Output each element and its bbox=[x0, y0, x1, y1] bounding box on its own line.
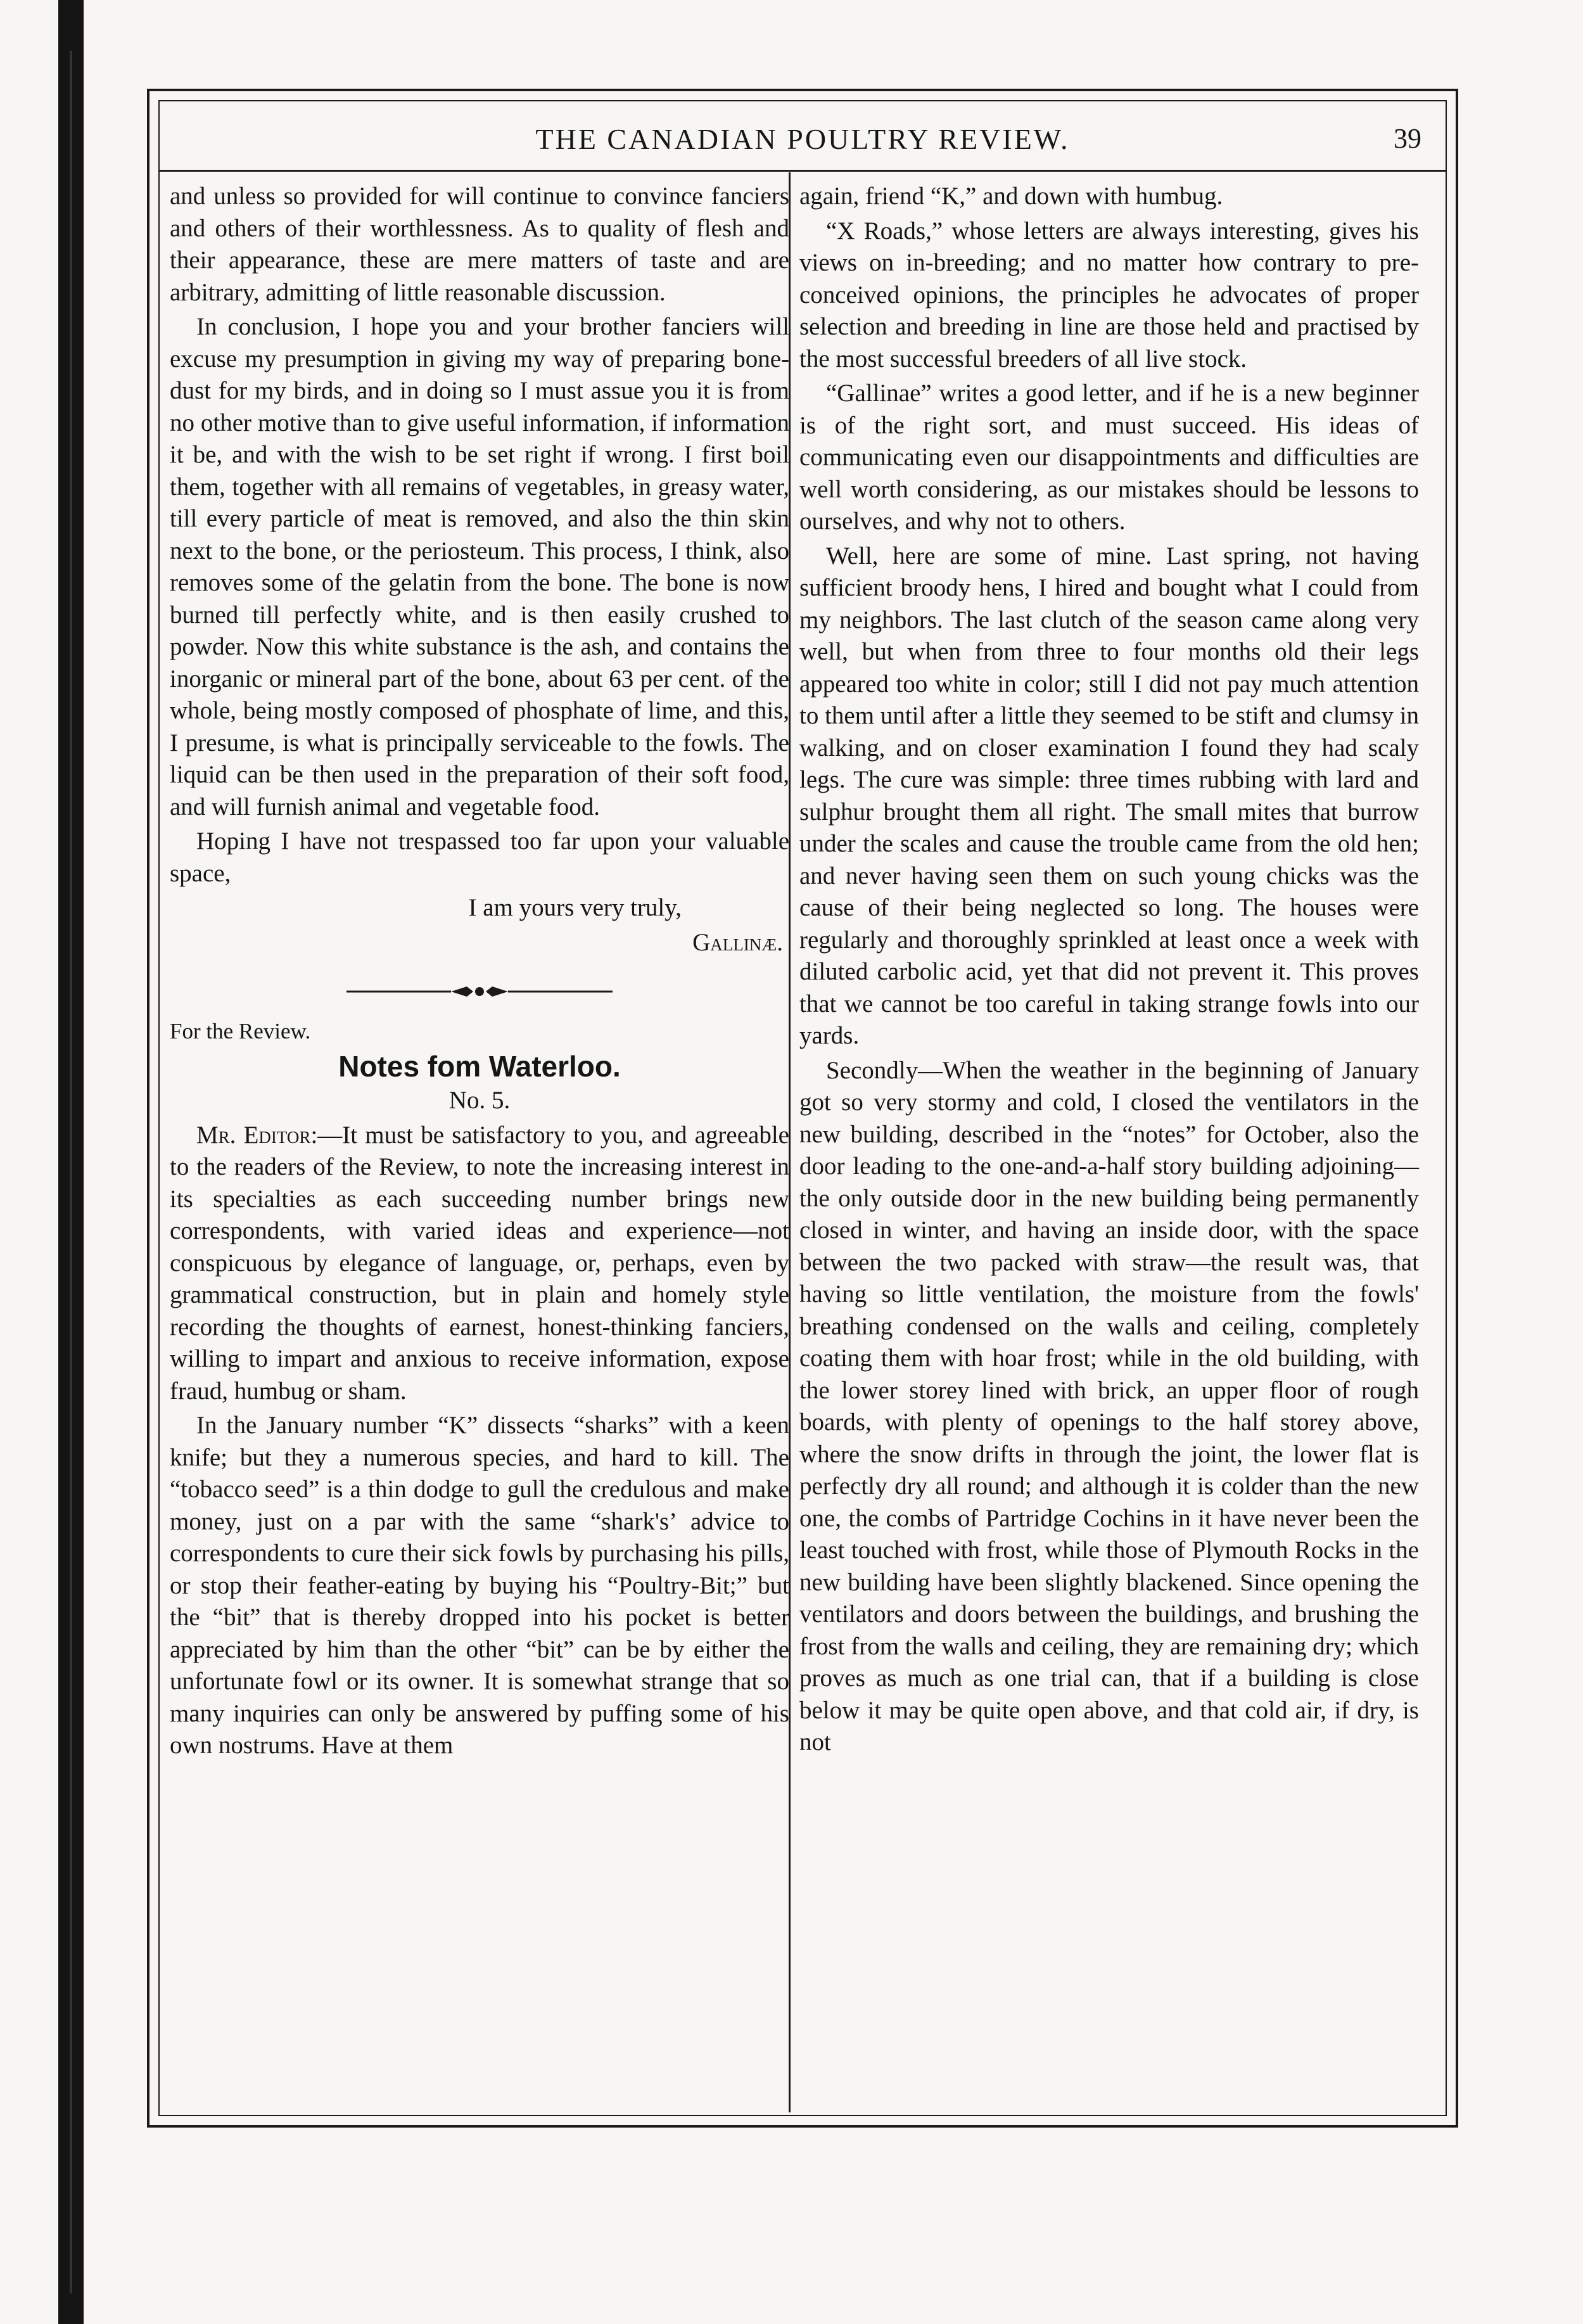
letter-signature: Gallinæ. bbox=[692, 928, 783, 956]
paragraph: and unless so provided for will continue to convince fanciers and others of their worthlessness. As to quality of flesh and their appearance, these are mere matters of taste and are arbitrary, admitting of little reasonable discussion. bbox=[170, 182, 789, 306]
paragraph bbox=[170, 1120, 789, 1408]
paragraph-text: :—It must be satisfactory to you, and agreeable to the readers of the Review, to note the increasing interest in its specialties as each succeeding number brings new correspondents, with varied ideas and experience—not conspicuous by elegance of language, or, perhaps, even by grammatical construction, but in plain and homely style recording the thoughts of earnest, honest-thinking fanciers, willing to impart and anxious to receive information, expose fraud, humbug or sham. bbox=[170, 1121, 789, 1405]
left-column bbox=[170, 181, 789, 1762]
paragraph: Hoping I have not trespassed too far upon your valuable space, bbox=[170, 827, 789, 887]
paragraph: Secondly—When the weather in the beginning of January got so very stormy and cold, I closed the ventilators in the new building, described in the “notes” for October, also the door leading to the one-and-a-half story building adjoining—the only outside door in the new building being permanently closed in winter, and having an inside door, with the space between the two packed with straw—the result was, that having so little ventilation, the moisture from the fowls' breathing condensed on the walls and ceiling, completely coating them with hoar frost; while in the old building, with the lower storey lined with brick, an upper floor of rough boards, with plenty of openings to the half storey above, where the snow drifts in through the joint, the lower flat is perfectly dry all round; and although it is colder than the new one, the combs of Partridge Cochins in it have never been the least touched with frost, while those of Plymouth Rocks in the new building have been slightly blackened. Since opening the ventilators and doors between the buildings, and brushing the frost from the walls and ceiling, they are remaining dry; which proves as much as one trial can, that if a building is close below it may be quite open above, and that cold air, if dry, is not bbox=[799, 1056, 1419, 1756]
journal-title: THE CANADIAN POULTRY REVIEW. bbox=[535, 123, 1070, 155]
paragraph: In the January number “K” dissects “sharks” with a keen knife; but they a numerous species, and hard to kill. The “tobacco seed” is a thin dodge to gull the credulous and make money, just on a par with the same “shark's’ advice to correspondents to cure their sick fowls by purchasing his pills, or stop their feather-eating by buying his “Poultry-Bit;” but the “bit” that is thereby dropped into his pocket is better appreciated by him than the other “bit” can be by either the unfortunate fowl or its owner. It is somewhat strange that so many inquiries can only be answered by puffing some of his own nostrums. Have at them bbox=[170, 1412, 789, 1759]
binding-edge bbox=[58, 0, 84, 2324]
paragraph: “Gallinae” writes a good letter, and if he is a new beginner is of the right sort, and must succeed. His ideas of communicating even our disappointments and difficulties are well worth considering, as our mistakes should be lessons to ourselves, and why not to others. bbox=[799, 380, 1419, 535]
salutation: Mr. Editor bbox=[196, 1121, 311, 1149]
ornament-divider bbox=[346, 983, 613, 1000]
article-title: Notes fom Waterloo. bbox=[338, 1049, 621, 1083]
paragraph: again, friend “K,” and down with humbug. bbox=[799, 182, 1223, 210]
binding-line bbox=[70, 51, 72, 2294]
page-header bbox=[165, 111, 1440, 168]
article-number: No. 5. bbox=[448, 1087, 511, 1114]
letter-closing: I am yours very truly, bbox=[468, 894, 682, 921]
right-column bbox=[799, 181, 1419, 1759]
paragraph: In conclusion, I hope you and your brother fanciers will excuse my presumption in giving my way of preparing bone-dust for my birds, and in doing so I must assue you it is from no other motive than to give useful information, if information it be, and with the wish to be set right if wrong. I first boil them, together with all remains of vegetables, in greasy water, till every particle of meat is removed, and also the thin skin next to the bone, or the periosteum. This process, I think, also removes some of the gelatin from the bone. The bone is now burned till perfectly white, and is then easily crushed to powder. Now this white substance is the ash, and contains the inorganic or mineral part of the bone, about 63 per cent. of the whole, being mostly composed of phosphate of lime, and this, I presume, is what is principally serviceable to the fowls. The liquid can be then used in the preparation of their soft food, and will furnish animal and vegetable food. bbox=[170, 313, 789, 820]
paragraph: “X Roads,” whose letters are always interesting, gives his views on in-breeding; and no matter how contrary to pre-conceived opinions, the principles he advocates of proper selection and breeding in line are those held and practised by the most successful breeders of all live stock. bbox=[799, 217, 1419, 373]
byline-source: For the Review. bbox=[170, 1019, 311, 1044]
header-rule bbox=[158, 170, 1447, 172]
paragraph: Well, here are some of mine. Last spring, not having sufficient broody hens, I hired and bought what I could from my neighbors. The last clutch of the season came along very well, but when from three to four months old their legs appeared too white in color; still I did not pay much attention to them until after a little they seemed to be stift and clumsy in walking, and on closer examination I found they had scaly legs. The cure was simple: three times rubbing with lard and sulphur brought them all right. The small mites that burrow under the scales and cause the trouble came from the old hen; and never having seen them on such young chicks was the cause of their being neglected so long. The houses were regularly and thoroughly sprinkled at least once a week with diluted carbolic acid, yet that did not prevent it. This proves that we cannot be too careful in taking strange fowls into our yards. bbox=[799, 542, 1420, 1049]
page-number: 39 bbox=[1394, 123, 1421, 154]
